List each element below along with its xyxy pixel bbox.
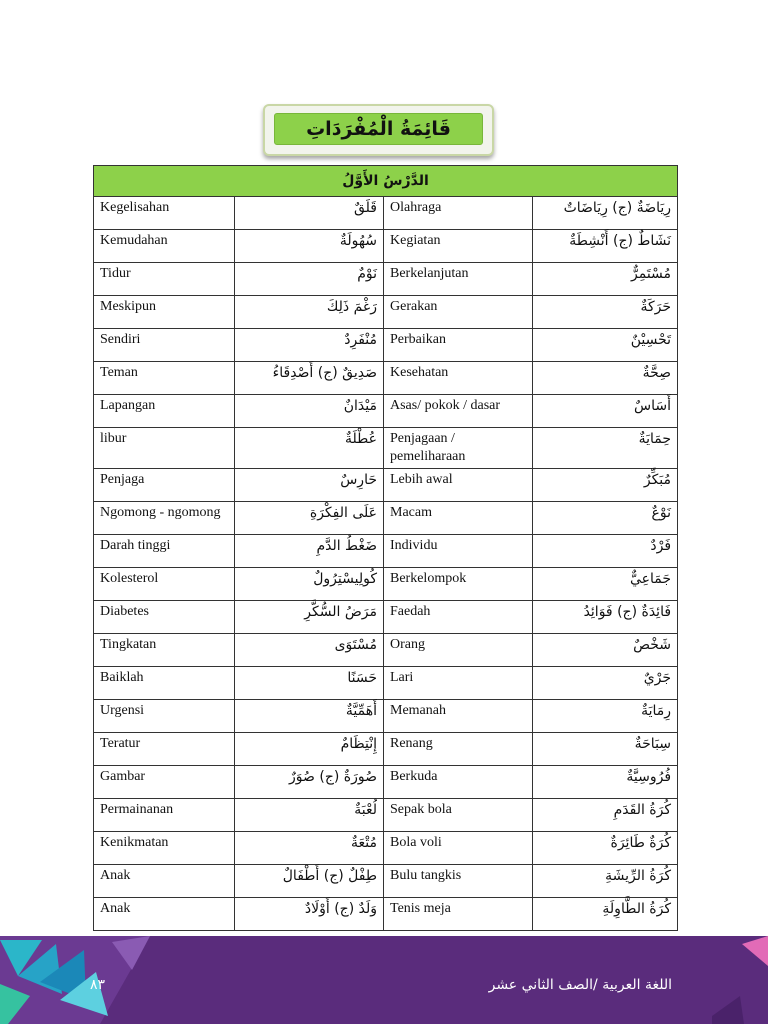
footer-banner xyxy=(0,936,768,1024)
indonesian-word-left: Kemudahan xyxy=(94,230,235,263)
table-row xyxy=(94,766,678,799)
arabic-word-right: جَرْيٌ xyxy=(533,667,678,700)
indonesian-word-right: Bola voli xyxy=(384,832,533,865)
table-row xyxy=(94,502,678,535)
arabic-word-right: مُبَكِّرٌ xyxy=(533,469,678,502)
indonesian-word-right: Olahraga xyxy=(384,197,533,230)
indonesian-word-right: Lari xyxy=(384,667,533,700)
indonesian-word-right: Renang xyxy=(384,733,533,766)
arabic-word-left: حَسَنًا xyxy=(235,667,384,700)
indonesian-word-right: Berkuda xyxy=(384,766,533,799)
indonesian-word-left: Meskipun xyxy=(94,296,235,329)
table-row xyxy=(94,799,678,832)
arabic-word-left: رَغْمَ ذَلِكَ xyxy=(235,296,384,329)
arabic-word-right: كُرَةُ الطَّاوِلَةِ xyxy=(533,898,678,931)
arabic-word-right: سِبَاحَةٌ xyxy=(533,733,678,766)
indonesian-word-left: Kolesterol xyxy=(94,568,235,601)
arabic-word-left: ضَغْطُ الدَّمِ xyxy=(235,535,384,568)
arabic-word-right: نَشَاطٌ (ج) أَنْشِطَةٌ xyxy=(533,230,678,263)
table-row xyxy=(94,296,678,329)
table-row xyxy=(94,535,678,568)
arabic-word-right: نَوْعٌ xyxy=(533,502,678,535)
indonesian-word-right: Memanah xyxy=(384,700,533,733)
arabic-word-right: كُرَةُ الرِّيشَةِ xyxy=(533,865,678,898)
arabic-word-right: مُسْتَمِرٌّ xyxy=(533,263,678,296)
arabic-word-left: صَدِيقٌ (ج) أَصْدِقَاءُ xyxy=(235,362,384,395)
table-row xyxy=(94,469,678,502)
indonesian-word-left: Gambar xyxy=(94,766,235,799)
arabic-word-right: كُرَةُ القَدَمِ xyxy=(533,799,678,832)
page-number: ٨٣ xyxy=(90,977,106,993)
arabic-word-left: سُهُولَةٌ xyxy=(235,230,384,263)
indonesian-word-left: Penjaga xyxy=(94,469,235,502)
arabic-word-left: عُطْلَةٌ xyxy=(235,428,384,469)
arabic-word-left: إِنْتِظَامٌ xyxy=(235,733,384,766)
indonesian-word-left: Lapangan xyxy=(94,395,235,428)
indonesian-word-right: Berkelanjutan xyxy=(384,263,533,296)
indonesian-word-left: Urgensi xyxy=(94,700,235,733)
arabic-word-right: حِمَايَةٌ xyxy=(533,428,678,469)
indonesian-word-left: Tingkatan xyxy=(94,634,235,667)
table-row xyxy=(94,733,678,766)
indonesian-word-left: libur xyxy=(94,428,235,469)
indonesian-word-left: Diabetes xyxy=(94,601,235,634)
table-row xyxy=(94,634,678,667)
arabic-word-right: تَحْسِيْنٌ xyxy=(533,329,678,362)
indonesian-word-right: Orang xyxy=(384,634,533,667)
indonesian-word-left: Anak xyxy=(94,865,235,898)
table-row xyxy=(94,832,678,865)
indonesian-word-left: Teratur xyxy=(94,733,235,766)
decor-triangle-dark xyxy=(712,996,744,1024)
arabic-word-left: وَلَدٌ (ج) أَوْلَادٌ xyxy=(235,898,384,931)
arabic-word-left: صُورَةٌ (ج) صُوَرٌ xyxy=(235,766,384,799)
indonesian-word-right: Bulu tangkis xyxy=(384,865,533,898)
arabic-word-left: كُولِيسْتِرُولٌ xyxy=(235,568,384,601)
indonesian-word-right: Sepak bola xyxy=(384,799,533,832)
arabic-word-left: مَيْدَانٌ xyxy=(235,395,384,428)
footer-book-title: اللغة العربية /الصف الثاني عشر xyxy=(488,977,672,993)
table-row xyxy=(94,395,678,428)
arabic-word-left: نَوْمٌ xyxy=(235,263,384,296)
table-row xyxy=(94,230,678,263)
arabic-word-left: قَلَقٌ xyxy=(235,197,384,230)
indonesian-word-left: Baiklah xyxy=(94,667,235,700)
table-row xyxy=(94,329,678,362)
indonesian-word-right: Gerakan xyxy=(384,296,533,329)
arabic-word-left: لُعْبَةٌ xyxy=(235,799,384,832)
indonesian-word-left: Kenikmatan xyxy=(94,832,235,865)
indonesian-word-right: Macam xyxy=(384,502,533,535)
indonesian-word-right: Tenis meja xyxy=(384,898,533,931)
indonesian-word-left: Sendiri xyxy=(94,329,235,362)
indonesian-word-left: Permainanan xyxy=(94,799,235,832)
arabic-word-right: أَسَاسٌ xyxy=(533,395,678,428)
arabic-word-right: فُرُوسِيَّةٌ xyxy=(533,766,678,799)
table-row xyxy=(94,898,678,931)
arabic-word-right: رِيَاضَةٌ (ج) رِيَاضَاتٌ xyxy=(533,197,678,230)
lesson-header-row xyxy=(94,166,678,197)
vocabulary-table xyxy=(93,165,678,931)
arabic-word-right: صِحَّةٌ xyxy=(533,362,678,395)
indonesian-word-right: Kesehatan xyxy=(384,362,533,395)
table-row xyxy=(94,601,678,634)
arabic-word-right: رِمَايَةٌ xyxy=(533,700,678,733)
arabic-word-left: مُتْعَةٌ xyxy=(235,832,384,865)
arabic-word-left: أَهَمِّيَّةٌ xyxy=(235,700,384,733)
arabic-word-right: حَرَكَةٌ xyxy=(533,296,678,329)
table-row xyxy=(94,568,678,601)
arabic-word-left: طِفْلٌ (ج) أَطْفَالٌ xyxy=(235,865,384,898)
indonesian-word-right: Penjagaan / pemeliharaan xyxy=(384,428,533,469)
indonesian-word-right: Individu xyxy=(384,535,533,568)
indonesian-word-right: Lebih awal xyxy=(384,469,533,502)
arabic-word-left: حَارِسٌ xyxy=(235,469,384,502)
arabic-word-left: عَلَى الفِكْرَةِ xyxy=(235,502,384,535)
arabic-word-right: فَرْدٌ xyxy=(533,535,678,568)
indonesian-word-left: Ngomong - ngomong xyxy=(94,502,235,535)
indonesian-word-left: Teman xyxy=(94,362,235,395)
indonesian-word-left: Darah tinggi xyxy=(94,535,235,568)
table-row xyxy=(94,700,678,733)
table-row xyxy=(94,667,678,700)
vocabulary-title-plaque xyxy=(263,104,494,156)
arabic-word-right: فَائِدَةٌ (ج) فَوَائِدُ xyxy=(533,601,678,634)
indonesian-word-right: Perbaikan xyxy=(384,329,533,362)
indonesian-word-left: Anak xyxy=(94,898,235,931)
indonesian-word-right: Kegiatan xyxy=(384,230,533,263)
table-row xyxy=(94,362,678,395)
decor-triangle-pink xyxy=(742,936,768,966)
arabic-word-right: جَمَاعِيٌّ xyxy=(533,568,678,601)
table-row xyxy=(94,197,678,230)
indonesian-word-left: Kegelisahan xyxy=(94,197,235,230)
indonesian-word-right: Berkelompok xyxy=(384,568,533,601)
table-row xyxy=(94,263,678,296)
vocabulary-title: قَائِمَةُ الْمُفْرَدَاتِ xyxy=(274,113,483,145)
arabic-word-right: شَخْصٌ xyxy=(533,634,678,667)
table-row xyxy=(94,865,678,898)
table-row xyxy=(94,428,678,469)
indonesian-word-right: Faedah xyxy=(384,601,533,634)
arabic-word-right: كُرَةٌ طَائِرَةٌ xyxy=(533,832,678,865)
arabic-word-left: مَرَضُ السُّكَّرِ xyxy=(235,601,384,634)
indonesian-word-right: Asas/ pokok / dasar xyxy=(384,395,533,428)
arabic-word-left: مُسْتَوَى xyxy=(235,634,384,667)
lesson-header: الدَّرْسُ الأَوَّلُ xyxy=(94,166,678,197)
vocabulary-table-body xyxy=(94,166,678,931)
arabic-word-left: مُنْفَرِدٌ xyxy=(235,329,384,362)
indonesian-word-left: Tidur xyxy=(94,263,235,296)
